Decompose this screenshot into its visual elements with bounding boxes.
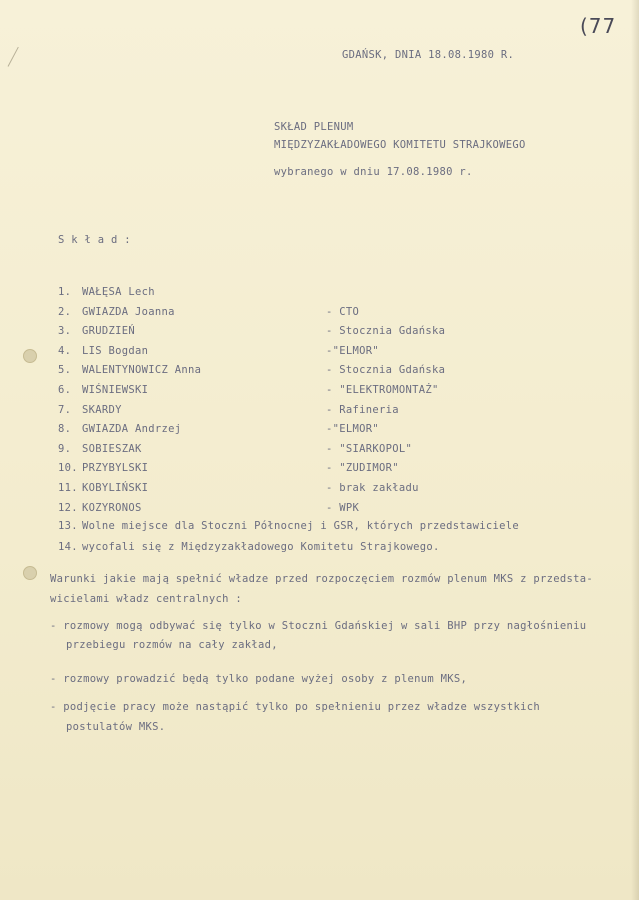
member-organization: - "ELEKTROMONTAŻ" [326, 384, 439, 396]
member-organization: - Stocznia Gdańska [326, 325, 446, 337]
member-organization: - Rafineria [326, 404, 399, 416]
member-number: 11. [58, 482, 78, 494]
section-label: S k ł a d : [58, 234, 131, 246]
member-organization: - "ZUDIMOR" [326, 462, 399, 474]
member-name: PRZYBYLSKI [82, 462, 149, 474]
member-name: KOZYRONOS [82, 502, 142, 514]
member-organization: -"ELMOR" [326, 423, 379, 435]
member-name: GWIAZDA Andrzej [82, 423, 182, 435]
punch-hole-bottom [23, 566, 37, 580]
condition-1-line-2: przebiegu rozmów na cały zakład, [66, 639, 278, 651]
member-organization: - brak zakładu [326, 482, 419, 494]
member-name: KOBYLIŃSKI [82, 482, 149, 494]
member-number: 5. [58, 364, 72, 376]
punch-hole-top [23, 349, 37, 363]
member-number: 10. [58, 462, 78, 474]
member-number: 12. [58, 502, 78, 514]
member-organization: - Stocznia Gdańska [326, 364, 446, 376]
member-number: 6. [58, 384, 72, 396]
item-14-text: wycofali się z Międzyzakładowego Komitetu Strajkowego. [82, 541, 440, 553]
condition-3-line-1: - podjęcie pracy może nastąpić tylko po spełnieniu przez władze wszystkich [50, 701, 540, 713]
member-number: 7. [58, 404, 72, 416]
member-number: 3. [58, 325, 72, 337]
member-name: GRUDZIEŃ [82, 325, 135, 337]
title-line-2: MIĘDZYZAKŁADOWEGO KOMITETU STRAJKOWEGO [274, 139, 526, 151]
member-number: 8. [58, 423, 72, 435]
item-13-text: Wolne miejsce dla Stoczni Północnej i GSR, których przedstawiciele [82, 520, 520, 532]
member-name: WAŁĘSA Lech [82, 286, 155, 298]
header-date: GDAŃSK, DNIA 18.08.1980 R. [342, 49, 515, 61]
member-name: LIS Bogdan [82, 345, 149, 357]
member-name: WIŚNIEWSKI [82, 384, 149, 396]
paper-edge-shadow [631, 0, 639, 900]
pencil-mark [8, 47, 19, 67]
member-name: SKARDY [82, 404, 122, 416]
title-line-1: SKŁAD PLENUM [274, 121, 354, 133]
member-number: 4. [58, 345, 72, 357]
handwritten-page-number: (77 [580, 14, 617, 38]
member-number: 1. [58, 286, 72, 298]
member-organization: -"ELMOR" [326, 345, 379, 357]
title-line-3: wybranego w dniu 17.08.1980 r. [274, 166, 473, 178]
conditions-intro-line-2: wicielami władz centralnych : [50, 593, 243, 605]
member-organization: - WPK [326, 502, 360, 514]
member-number: 9. [58, 443, 72, 455]
member-name: GWIAZDA Joanna [82, 306, 175, 318]
member-organization: - "SIARKOPOL" [326, 443, 413, 455]
condition-3-line-2: postulatów MKS. [66, 721, 166, 733]
conditions-intro-line-1: Warunki jakie mają spełnić władze przed rozpoczęciem rozmów plenum MKS z przedsta- [50, 573, 593, 585]
member-number: 2. [58, 306, 72, 318]
item-14-number: 14. [58, 541, 78, 553]
member-organization: - CTO [326, 306, 360, 318]
condition-2-line-1: - rozmowy prowadzić będą tylko podane wyżej osoby z plenum MKS, [50, 673, 468, 685]
item-13-number: 13. [58, 520, 78, 532]
member-name: WALENTYNOWICZ Anna [82, 364, 202, 376]
member-name: SOBIESZAK [82, 443, 142, 455]
condition-1-line-1: - rozmowy mogą odbywać się tylko w Stoczni Gdańskiej w sali BHP przy nagłośnieniu [50, 620, 587, 632]
